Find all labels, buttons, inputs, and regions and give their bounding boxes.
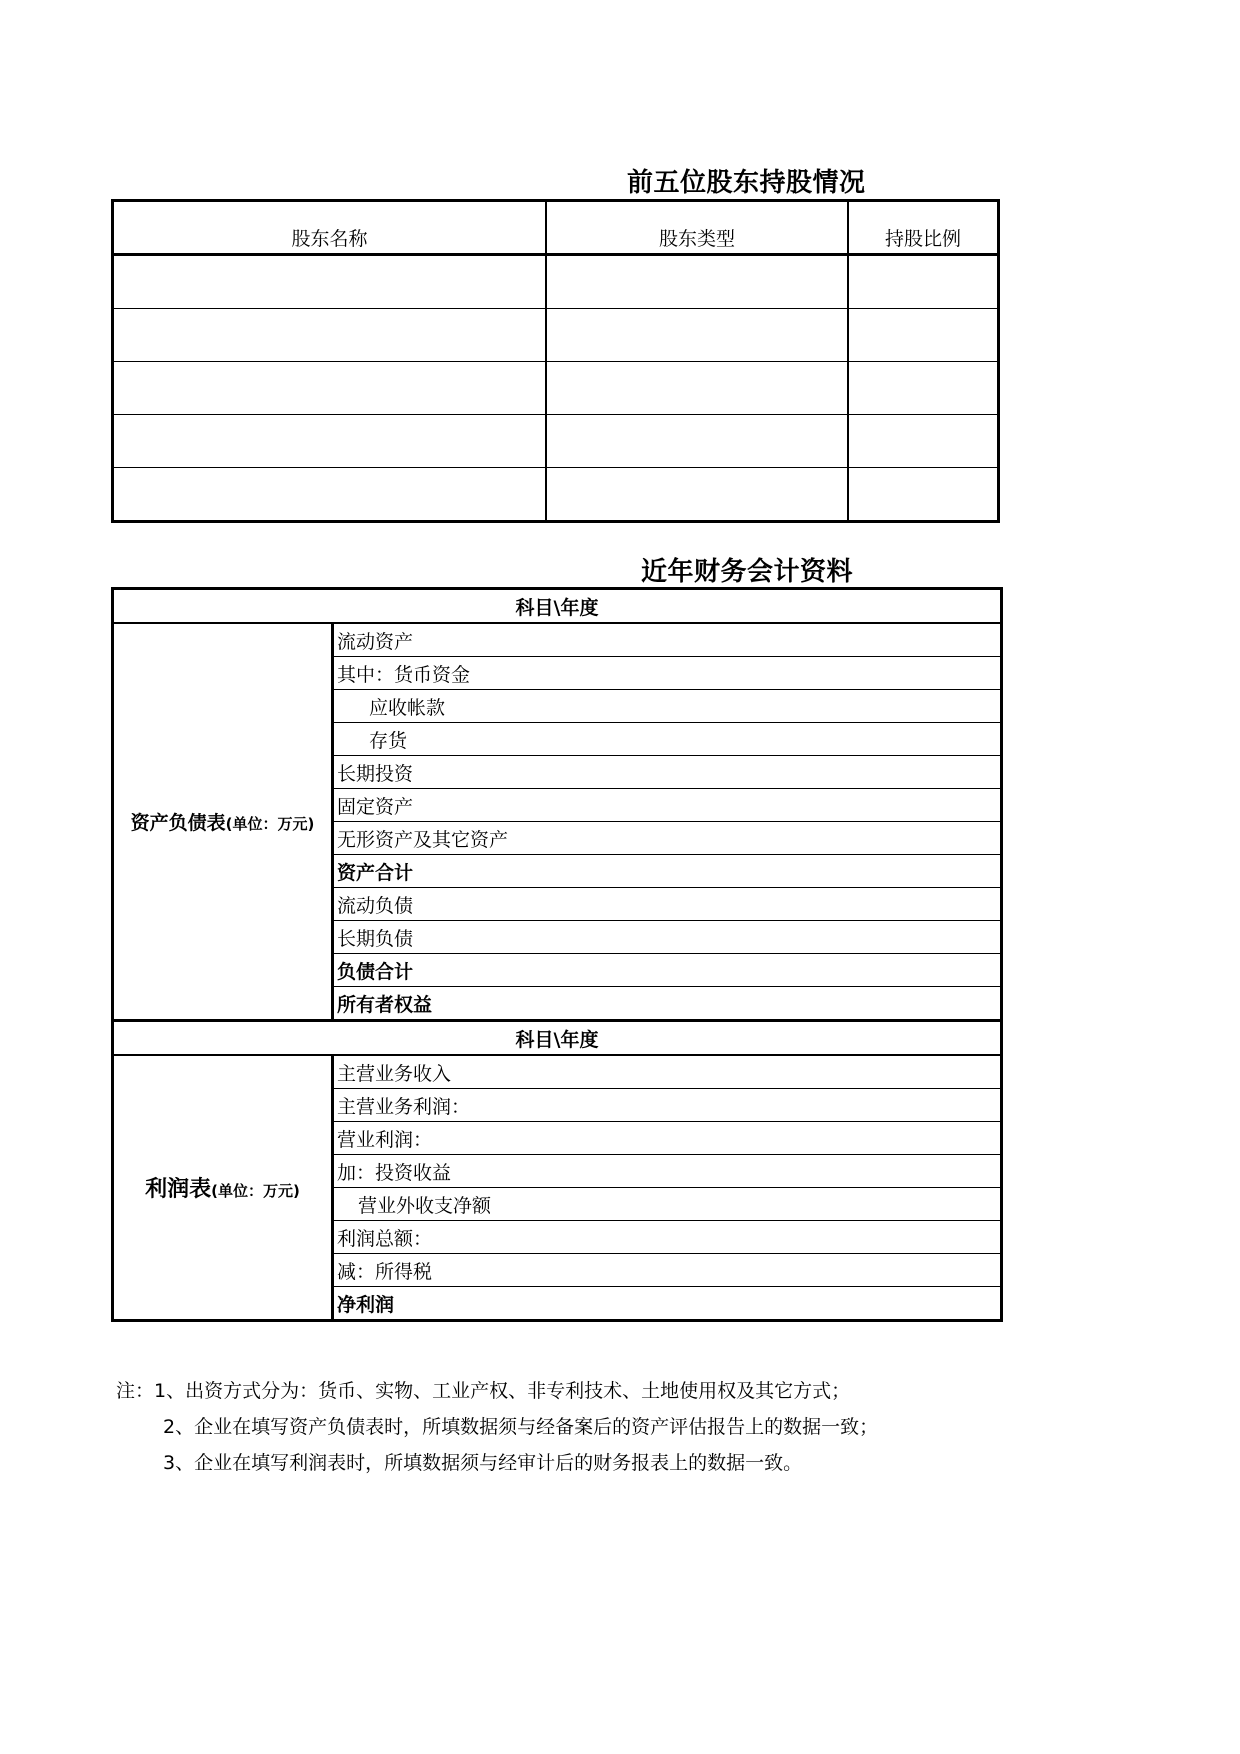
note-line: 注：1、出资方式分为：货币、实物、工业产权、非专利技术、土地使用权及其它方式； — [116, 1380, 851, 1402]
balance-header-row — [113, 589, 1002, 624]
income-item: 利润总额： — [333, 1221, 1002, 1254]
balance-item: 其中：货币资金 — [333, 657, 1002, 690]
balance-item: 固定资产 — [333, 789, 1002, 822]
shareholder-name-cell[interactable] — [113, 362, 546, 415]
finance-table — [111, 587, 1003, 1322]
shareholder-type-cell[interactable] — [546, 309, 848, 362]
note-line: 2、企业在填写资产负债表时，所填数据须与经备案后的资产评估报告上的数据一致； — [163, 1416, 879, 1438]
balance-item: 负债合计 — [333, 954, 1002, 987]
balance-item: 长期投资 — [333, 756, 1002, 789]
table-row — [113, 362, 999, 415]
balance-item: 应收帐款 — [333, 690, 1002, 723]
balance-sheet-label — [113, 623, 333, 1021]
shareholder-type-cell[interactable] — [546, 255, 848, 309]
balance-item: 长期负债 — [333, 921, 1002, 954]
shareholder-name-cell[interactable] — [113, 255, 546, 309]
notes — [116, 1373, 878, 1481]
shareholder-type-cell[interactable] — [546, 415, 848, 468]
balance-item: 流动资产 — [333, 623, 1002, 657]
column-header-ratio: 持股比例 — [848, 201, 999, 255]
income-statement-label — [113, 1055, 333, 1321]
income-item: 营业利润： — [333, 1122, 1002, 1155]
shareholder-name-cell[interactable] — [113, 415, 546, 468]
balance-item: 流动负债 — [333, 888, 1002, 921]
column-header-name: 股东名称 — [113, 201, 546, 255]
table-row — [113, 623, 1002, 657]
table-row — [113, 468, 999, 522]
shareholder-ratio-cell[interactable] — [848, 415, 999, 468]
table-header-row — [113, 201, 999, 255]
income-item: 加：投资收益 — [333, 1155, 1002, 1188]
income-item: 主营业务利润： — [333, 1089, 1002, 1122]
shareholders-title: 前五位股东持股情况 — [627, 168, 866, 198]
shareholder-ratio-cell[interactable] — [848, 468, 999, 522]
balance-item: 存货 — [333, 723, 1002, 756]
table-row — [113, 255, 999, 309]
income-statement-title: 利润表 — [145, 1177, 212, 1202]
balance-item: 无形资产及其它资产 — [333, 822, 1002, 855]
income-item: 净利润 — [333, 1287, 1002, 1321]
finance-title: 近年财务会计资料 — [641, 557, 854, 587]
shareholder-type-cell[interactable] — [546, 468, 848, 522]
balance-item: 所有者权益 — [333, 987, 1002, 1021]
income-item: 营业外收支净额 — [333, 1188, 1002, 1221]
income-item: 减：所得税 — [333, 1254, 1002, 1287]
shareholder-ratio-cell[interactable] — [848, 309, 999, 362]
balance-sheet-title: 资产负债表 — [130, 812, 226, 834]
income-header: 科目\年度 — [113, 1021, 1002, 1056]
balance-header: 科目\年度 — [113, 589, 1002, 624]
table-row — [113, 415, 999, 468]
shareholder-name-cell[interactable] — [113, 309, 546, 362]
note-line: 3、企业在填写利润表时，所填数据须与经审计后的财务报表上的数据一致。 — [163, 1452, 803, 1474]
balance-item: 资产合计 — [333, 855, 1002, 888]
income-statement-unit: (单位：万元) — [211, 1182, 300, 1200]
column-header-type: 股东类型 — [546, 201, 848, 255]
shareholder-type-cell[interactable] — [546, 362, 848, 415]
shareholder-name-cell[interactable] — [113, 468, 546, 522]
income-item: 主营业务收入 — [333, 1055, 1002, 1089]
balance-sheet-unit: (单位：万元) — [225, 815, 315, 833]
shareholders-table — [111, 199, 1000, 523]
table-row — [113, 309, 999, 362]
shareholder-ratio-cell[interactable] — [848, 362, 999, 415]
shareholder-ratio-cell[interactable] — [848, 255, 999, 309]
table-row — [113, 1055, 1002, 1089]
income-header-row — [113, 1021, 1002, 1056]
